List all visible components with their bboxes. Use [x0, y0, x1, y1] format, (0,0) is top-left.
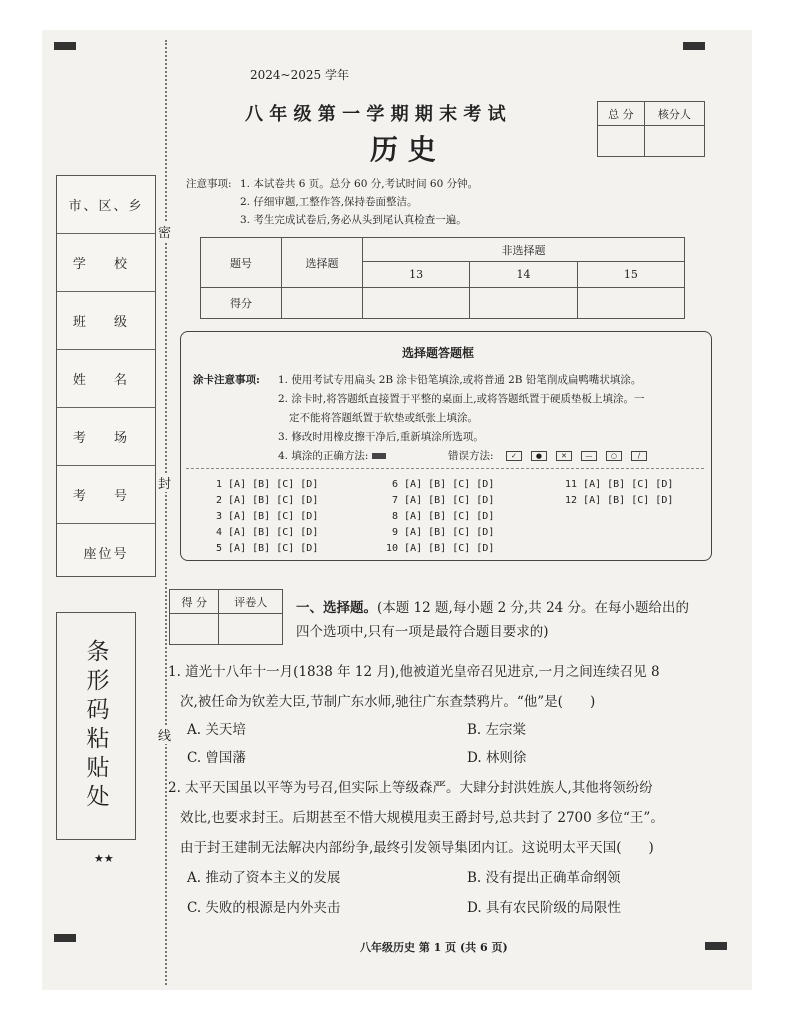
q2-option-d[interactable]: D. 具有农民阶级的局限性	[467, 900, 621, 916]
q2-line-2: 效比,也要求封王。后期甚至不惜大规模甩卖王爵封号,总共封了 2700 多位“王”。	[180, 810, 664, 826]
rule-4-label: 4. 填涂的正确方法:	[278, 450, 369, 462]
grader-score-cell[interactable]	[170, 614, 219, 645]
row-score-label: 得分	[201, 288, 282, 319]
section-1-header	[296, 596, 689, 616]
exam-title: 八 年 级 第 一 学 期 期 末 考 试	[245, 104, 506, 125]
q2-option-b[interactable]: B. 没有提出正确革命纲领	[467, 870, 621, 886]
score-table	[200, 237, 685, 319]
grader-name-cell[interactable]	[219, 614, 283, 645]
q2-line-1: 2. 太平天国虽以平等为号召,但实际上等级森严。大肆分封洪姓族人,其他将领纷纷	[168, 780, 653, 796]
answer-row-12[interactable]: 12 [A] [B] [C] [D]	[565, 495, 674, 506]
q1-line-1: 1. 道光十八年十一月(1838 年 12 月),他被道光皇帝召见进京,一月之间连续召见 8	[168, 664, 660, 680]
field-exam-room: 考 场	[57, 408, 155, 466]
total-score-box	[597, 101, 705, 157]
answer-row-4[interactable]: 4 [A] [B] [C] [D]	[216, 527, 319, 538]
student-info-panel	[56, 175, 156, 577]
col-choice-label: 选择题	[282, 238, 363, 288]
col-nonchoice-label: 非选择题	[363, 238, 685, 262]
q1-option-c[interactable]: C. 曾国藩	[187, 750, 246, 766]
question-15: 15	[577, 262, 684, 288]
score-cell-14[interactable]	[470, 288, 577, 319]
score-cell-13[interactable]	[363, 288, 470, 319]
registration-mark	[683, 42, 705, 50]
wrong-cross-icon: ✕	[556, 451, 572, 461]
rule-2: 2. 涂卡时,将答题纸直接置于平整的桌面上,或将答题纸置于硬质垫板上填涂。一	[278, 393, 645, 405]
wrong-circle-icon: ○	[606, 451, 622, 461]
answer-row-8[interactable]: 8 [A] [B] [C] [D]	[392, 511, 495, 522]
q2-line-3: 由于封王建制无法解决内部纷争,最终引发领导集团内讧。这说明太平天国( )	[180, 840, 654, 856]
seal-char-mi: 密	[158, 222, 171, 241]
wrong-method-label: 错误方法:	[448, 450, 494, 462]
correct-fill-icon	[372, 453, 386, 459]
wrong-dot-icon: ●	[531, 451, 547, 461]
col-question-label: 题号	[201, 238, 282, 288]
q2-option-a[interactable]: A. 推动了资本主义的发展	[187, 870, 341, 886]
answer-row-2[interactable]: 2 [A] [B] [C] [D]	[216, 495, 319, 506]
answer-box-title: 选择题答题框	[402, 346, 475, 360]
checker-cell[interactable]	[644, 126, 704, 157]
rule-2-cont: 定不能将答题纸置于软垫或纸张上填涂。	[289, 412, 478, 424]
notice-label: 注意事项:	[186, 178, 232, 190]
field-district: 市、区、乡	[57, 176, 155, 234]
answer-row-7[interactable]: 7 [A] [B] [C] [D]	[392, 495, 495, 506]
total-score-cell[interactable]	[598, 126, 645, 157]
rule-1: 1. 使用考试专用扁头 2B 涂卡铅笔填涂,或将普通 2B 铅笔削成扁鸭嘴状填涂。	[278, 374, 642, 386]
subject-title: 历 史	[370, 133, 436, 166]
field-class: 班 级	[57, 292, 155, 350]
answer-divider	[186, 468, 704, 469]
wrong-method	[448, 448, 647, 463]
notice-item-1: 1. 本试卷共 6 页。总分 60 分,考试时间 60 分钟。	[240, 178, 479, 190]
seal-char-feng: 封	[158, 473, 171, 492]
score-cell-choice[interactable]	[282, 288, 363, 319]
school-year: 2024~2025 学年	[250, 68, 349, 82]
barcode-area	[56, 612, 136, 840]
answer-row-1[interactable]: 1 [A] [B] [C] [D]	[216, 479, 319, 490]
grader-name-label: 评卷人	[219, 590, 283, 614]
answer-row-6[interactable]: 6 [A] [B] [C] [D]	[392, 479, 495, 490]
question-14: 14	[470, 262, 577, 288]
grader-score-label: 得 分	[170, 590, 219, 614]
section-grader-box	[169, 589, 283, 645]
answer-row-3[interactable]: 3 [A] [B] [C] [D]	[216, 511, 319, 522]
registration-mark	[54, 934, 76, 942]
rules-label: 涂卡注意事项:	[193, 374, 260, 386]
registration-mark	[705, 942, 727, 950]
rule-4	[278, 448, 386, 463]
answer-row-11[interactable]: 11 [A] [B] [C] [D]	[565, 479, 674, 490]
rule-3: 3. 修改时用橡皮擦干净后,重新填涂所选项。	[278, 431, 484, 443]
total-score-label: 总 分	[598, 102, 645, 126]
question-13: 13	[363, 262, 470, 288]
score-cell-15[interactable]	[577, 288, 684, 319]
wrong-dash-icon: —	[581, 451, 597, 461]
registration-mark	[54, 42, 76, 50]
section-1-desc: (本题 12 题,每小题 2 分,共 24 分。在每小题给出的	[377, 600, 690, 616]
q1-line-2: 次,被任命为钦差大臣,节制广东水师,驰往广东查禁鸦片。“他”是( )	[180, 694, 596, 710]
wrong-check-icon: ✓	[506, 451, 522, 461]
checker-label: 核分人	[644, 102, 704, 126]
answer-row-10[interactable]: 10 [A] [B] [C] [D]	[386, 543, 495, 554]
field-name: 姓 名	[57, 350, 155, 408]
field-school: 学 校	[57, 234, 155, 292]
q1-option-d[interactable]: D. 林则徐	[467, 750, 527, 766]
barcode-label: 条形码粘贴处	[82, 639, 109, 813]
stars-mark: ★★	[94, 852, 114, 865]
q1-option-b[interactable]: B. 左宗棠	[467, 722, 527, 738]
section-1-title: 一、选择题。	[296, 600, 377, 616]
notice-item-2: 2. 仔细审题,工整作答,保持卷面整洁。	[240, 196, 418, 208]
wrong-slash-icon: /	[631, 451, 647, 461]
seal-line	[165, 40, 167, 985]
page-footer: 八年级历史 第 1 页 (共 6 页)	[360, 941, 508, 954]
q2-option-c[interactable]: C. 失败的根源是内外夹击	[187, 900, 341, 916]
notice-item-3: 3. 考生完成试卷后,务必从头到尾认真检查一遍。	[240, 214, 467, 226]
field-seat: 座位号	[83, 547, 129, 562]
section-1-desc-cont: 四个选项中,只有一项是最符合题目要求的)	[296, 624, 549, 640]
field-exam-number: 考 号	[57, 466, 155, 524]
seal-char-xian: 线	[158, 725, 171, 744]
answer-row-9[interactable]: 9 [A] [B] [C] [D]	[392, 527, 495, 538]
answer-row-5[interactable]: 5 [A] [B] [C] [D]	[216, 543, 319, 554]
q1-option-a[interactable]: A. 关天培	[187, 722, 246, 738]
